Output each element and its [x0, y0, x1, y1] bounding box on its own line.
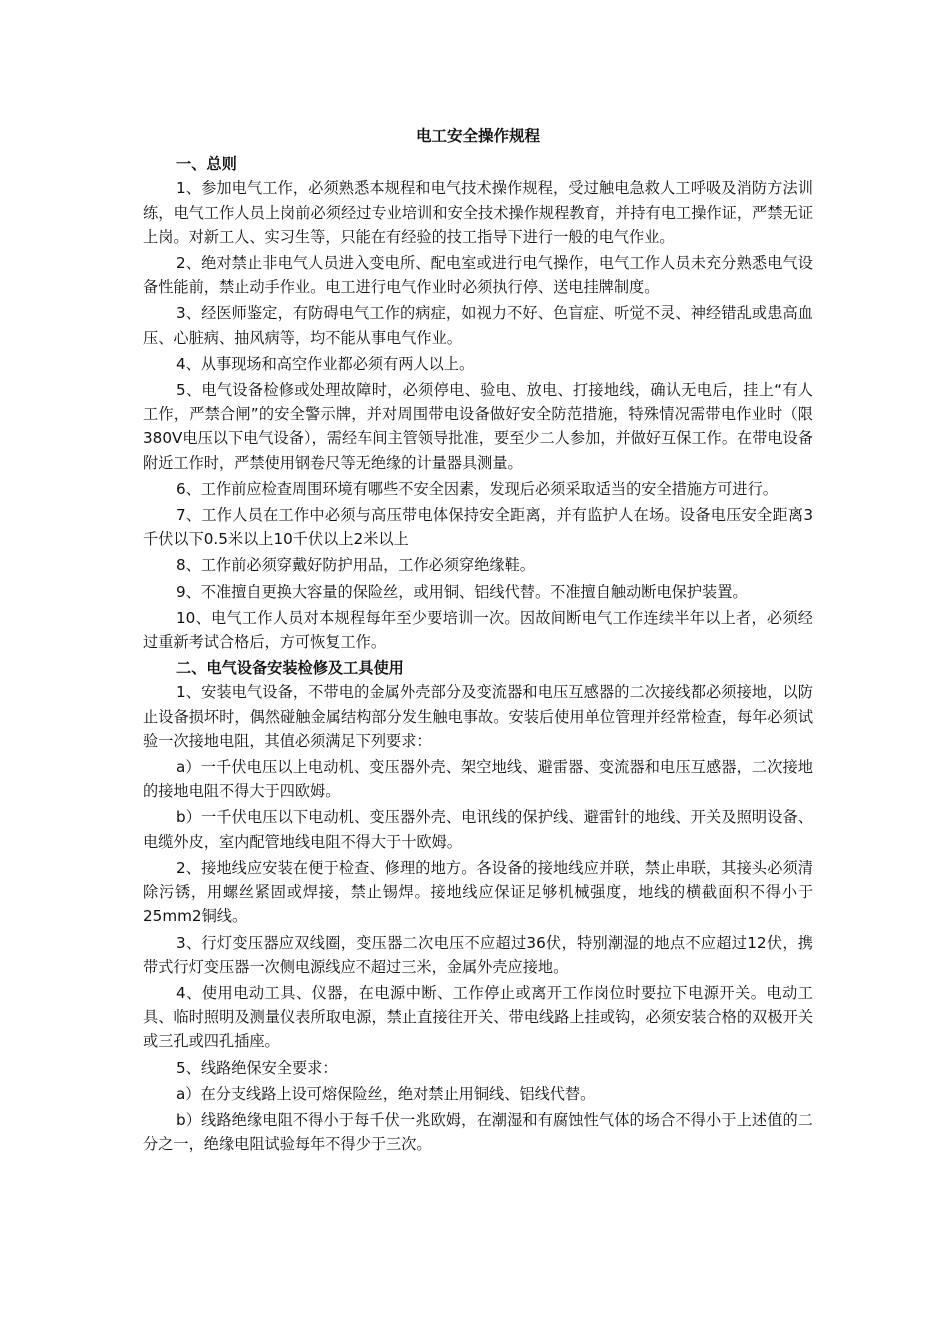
- paragraph: 5、线路绝保安全要求：: [176, 1058, 338, 1077]
- paragraph: b）线路绝缘电阻不得小于每千伏一兆欧姆，在潮湿和有腐蚀性气体的场合不得小于上述值的二分之一，绝缘电阻试验每年不得少于三次。: [143, 1110, 813, 1154]
- section-heading-installation: 二、电气设备安装检修及工具使用: [176, 659, 404, 678]
- paragraph: 10、电气工作人员对本规程每年至少要培训一次。因故间断电气工作连续半年以上者，必须经过重新考试合格后，方可恢复工作。: [143, 608, 813, 652]
- paragraph: 5、电气设备检修或处理故障时，必须停电、验电、放电、打接地线，确认无电后，挂上“有人工作，严禁合闸”的安全警示牌，并对周围带电设备做好安全防范措施，特殊情况需带电作业时（限380V电压以下电气设备），需经车间主管领导批准，要至少二人参加，并做好互保工作。在带电设备附近工作时，严禁使用钢卷尺等无绝缘的计量器具测量。: [143, 381, 813, 472]
- paragraph: 4、从事现场和高空作业都必须有两人以上。: [176, 354, 475, 373]
- paragraph: 3、行灯变压器应双线圈，变压器二次电压不应超过36伏，特别潮湿的地点不应超过12伏，携带式行灯变压器一次侧电源线应不超过三米，金属外壳应接地。: [143, 933, 813, 976]
- paragraph: a）在分支线路上设可熔保险丝，绝对禁止用铜线、铝线代替。: [176, 1084, 596, 1103]
- document-title: 电工安全操作规程: [415, 127, 540, 145]
- paragraph: 6、工作前应检查周围环境有哪些不安全因素，发现后必须采取适当的安全措施方可进行。: [176, 479, 778, 498]
- paragraph: 1、参加电气工作，必须熟悉本规程和电气技术操作规程，受过触电急救人工呼吸及消防方法训练，电气工作人员上岗前必须经过专业培训和安全技术操作规程教育，并持有电工操作证，严禁无证上岗。对新工人、实习生等，只能在有经验的技工指导下进行一般的电气作业。: [143, 179, 813, 246]
- paragraph: 4、使用电动工具、仪器，在电源中断、工作停止或离开工作岗位时要拉下电源开关。电动工具、临时照明及测量仪表所取电源，禁止直接往开关、带电线路上挂或钩，必须安装合格的双极开关或三孔或四孔插座。: [143, 983, 813, 1051]
- document-page: [143, 124, 813, 1158]
- paragraph: 9、不准擅自更换大容量的保险丝，或用铜、铝线代替。不准擅自触动断电保护装置。: [176, 582, 748, 601]
- paragraph: 7、工作人员在工作中必须与高压带电体保持安全距离，并有监护人在场。设备电压安全距离3千伏以下0.5米以上10千伏以上2米以上: [143, 506, 813, 549]
- paragraph: b）一千伏电压以下电动机、变压器外壳、电讯线的保护线、避雷针的地线、开关及照明设备、电缆外皮，室内配管地线电阻不得大于十欧姆。: [143, 808, 813, 851]
- paragraph: a）一千伏电压以上电动机、变压器外壳、架空地线、避雷器、变流器和电压互感器，二次接地的接地电阻不得大于四欧姆。: [143, 758, 813, 801]
- paragraph: 8、工作前必须穿戴好防护用品，工作必须穿绝缘鞋。: [176, 556, 535, 575]
- paragraph: 3、经医师鉴定，有防碍电气工作的病症，如视力不好、色盲症、听觉不灵、神经错乱或患高血压、心脏病、抽风病等，均不能从事电气作业。: [143, 304, 813, 347]
- paragraph: 2、接地线应安装在便于检查、修理的地方。各设备的接地线应并联，禁止串联，其接头必须清除污锈，用螺丝紧固或焊接，禁止锡焊。接地线应保证足够机械强度，地线的横截面积不得小于25mm2铜线。: [143, 858, 813, 926]
- section-heading-general: 一、总则: [176, 155, 237, 174]
- paragraph: 1、安装电气设备，不带电的金属外壳部分及变流器和电压互感器的二次接线都必须接地，以防止设备损坏时，偶然碰触金属结构部分发生触电事故。安装后使用单位管理并经常检查，每年必须试验一次接地电阻，其值必须满足下列要求：: [143, 683, 813, 750]
- paragraph: 2、绝对禁止非电气人员进入变电所、配电室或进行电气操作，电气工作人员未充分熟悉电气设备性能前，禁止动手作业。电工进行电气作业时必须执行停、送电挂牌制度。: [143, 254, 813, 297]
